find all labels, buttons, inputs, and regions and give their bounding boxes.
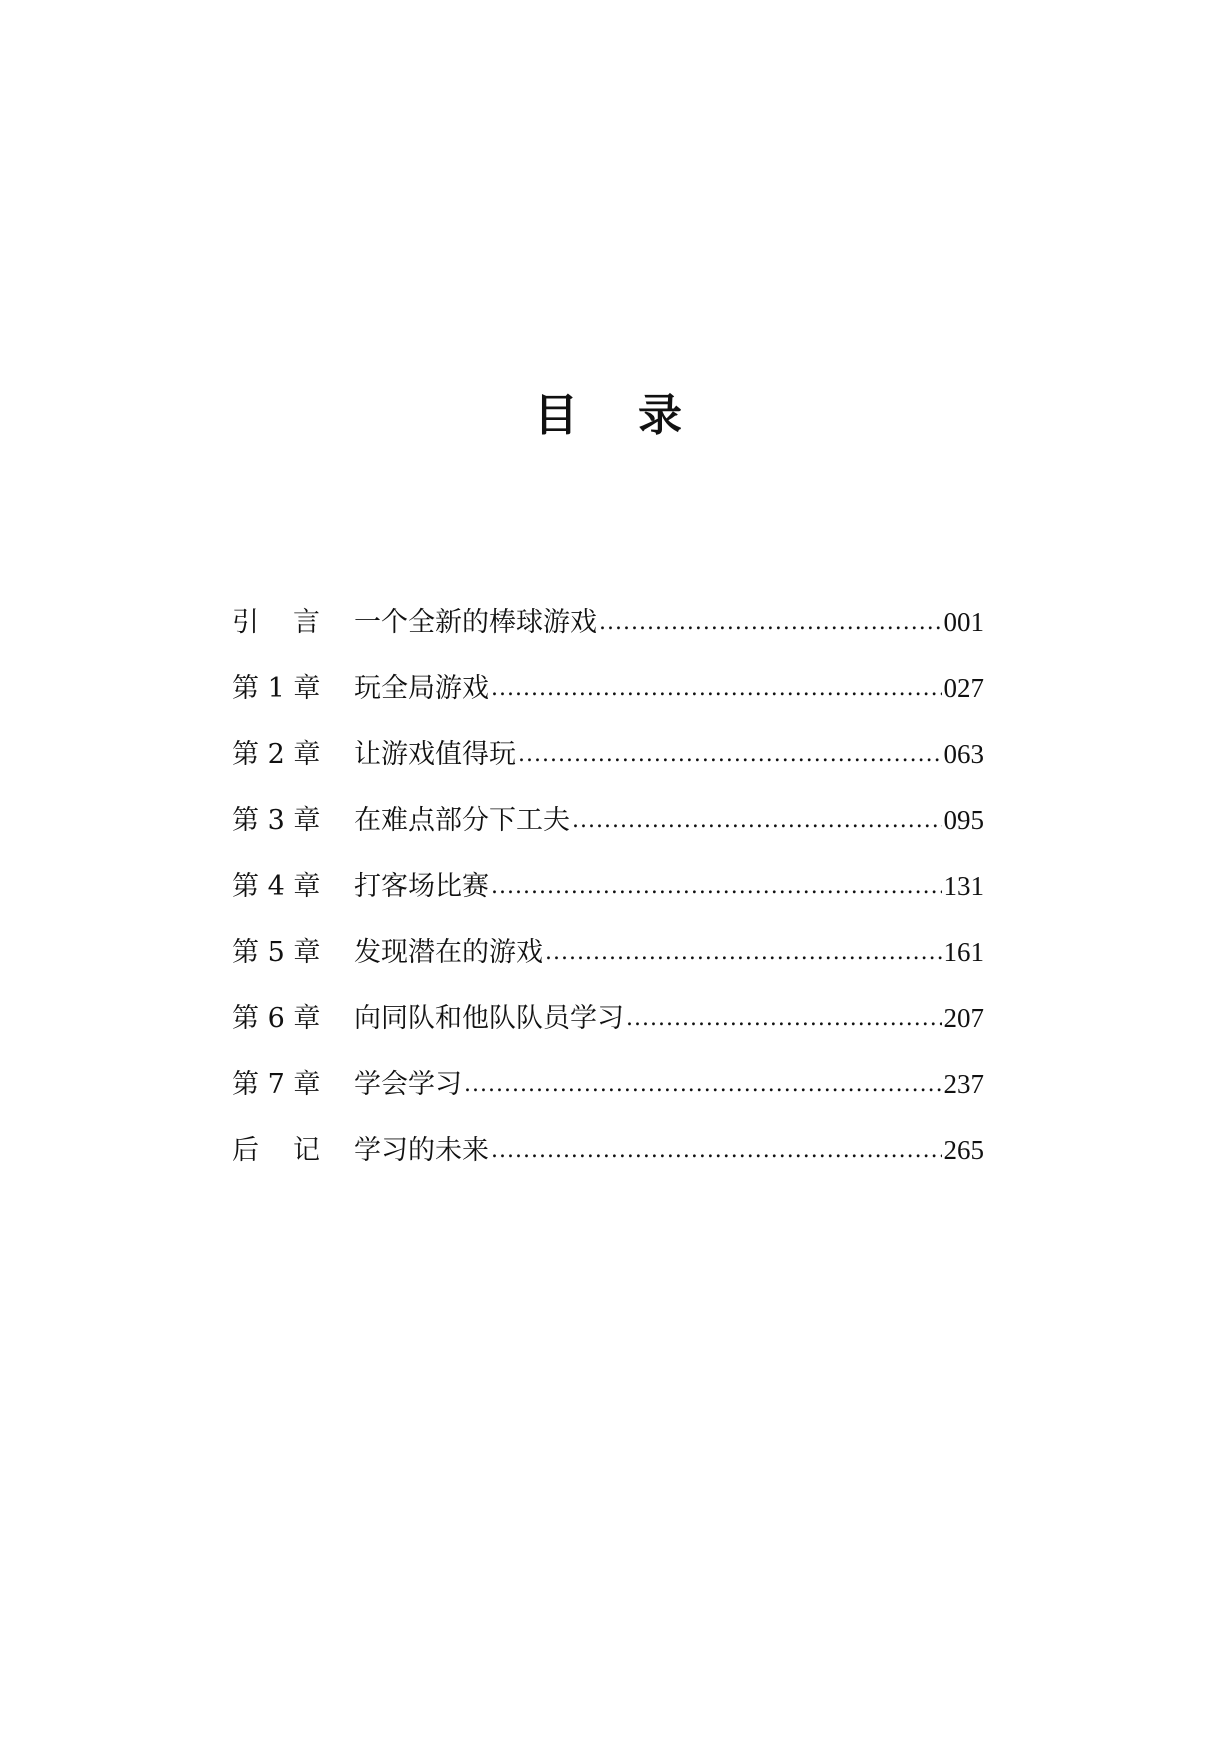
toc-label-char: 引 xyxy=(232,607,259,638)
toc-entry-chapter-4[interactable] xyxy=(232,864,984,930)
toc-label-char: 言 xyxy=(293,607,320,638)
toc-entry-title: 在难点部分下工夫 xyxy=(354,805,570,836)
toc-dot-leader xyxy=(491,1132,942,1159)
toc-entry-title: 让游戏值得玩 xyxy=(354,739,516,770)
toc-dot-leader xyxy=(626,1000,942,1027)
toc-entry-intro[interactable] xyxy=(232,600,984,666)
toc-entry-chapter-5[interactable] xyxy=(232,930,984,996)
toc-entry-label xyxy=(232,1128,354,1167)
toc-entry-chapter-3[interactable] xyxy=(232,798,984,864)
toc-page-number: 063 xyxy=(943,739,984,769)
toc-page-number: 237 xyxy=(943,1069,984,1099)
toc-entry-title: 发现潜在的游戏 xyxy=(354,937,543,968)
toc-page-number: 207 xyxy=(943,1003,984,1033)
toc-entry-label: 第 3 章 xyxy=(232,805,321,836)
toc-dot-leader xyxy=(545,934,942,961)
toc-page-number: 095 xyxy=(943,805,984,835)
toc-label-char: 记 xyxy=(293,1135,320,1166)
toc-entry-title: 学会学习 xyxy=(354,1069,462,1100)
toc-entry-label: 第 5 章 xyxy=(232,937,321,968)
toc-entry-chapter-6[interactable] xyxy=(232,996,984,1062)
toc-entry-label: 第 4 章 xyxy=(232,871,321,902)
toc-page-number: 001 xyxy=(943,607,984,637)
toc-entry-title: 打客场比赛 xyxy=(354,871,489,902)
toc-entry-chapter-7[interactable] xyxy=(232,1062,984,1128)
toc-page-number: 131 xyxy=(943,871,984,901)
toc-dot-leader xyxy=(599,604,942,631)
toc-list xyxy=(232,600,984,1194)
toc-entry-label xyxy=(232,600,354,639)
toc-heading xyxy=(0,379,1216,443)
toc-entry-title: 学习的未来 xyxy=(354,1135,489,1166)
toc-entry-label: 第 2 章 xyxy=(232,739,321,770)
toc-entry-label: 第 7 章 xyxy=(232,1069,321,1100)
toc-entry-label: 第 6 章 xyxy=(232,1003,321,1034)
toc-heading-part1: 目 xyxy=(534,390,578,442)
toc-dot-leader xyxy=(491,868,942,895)
toc-entry-title: 一个全新的棒球游戏 xyxy=(354,607,597,638)
toc-dot-leader xyxy=(572,802,942,829)
toc-dot-leader xyxy=(464,1066,942,1093)
toc-entry-afterword[interactable] xyxy=(232,1128,984,1194)
toc-page-number: 161 xyxy=(943,937,984,967)
toc-heading-part2: 录 xyxy=(638,390,682,442)
toc-entry-label: 第 1 章 xyxy=(232,673,321,704)
toc-entry-title: 向同队和他队队员学习 xyxy=(354,1003,624,1034)
toc-entry-title: 玩全局游戏 xyxy=(354,673,489,704)
toc-entry-chapter-2[interactable] xyxy=(232,732,984,798)
toc-entry-chapter-1[interactable] xyxy=(232,666,984,732)
toc-label-char: 后 xyxy=(232,1135,259,1166)
toc-page-number: 265 xyxy=(943,1135,984,1165)
toc-page-number: 027 xyxy=(943,673,984,703)
toc-dot-leader xyxy=(491,670,942,697)
toc-dot-leader xyxy=(518,736,942,763)
